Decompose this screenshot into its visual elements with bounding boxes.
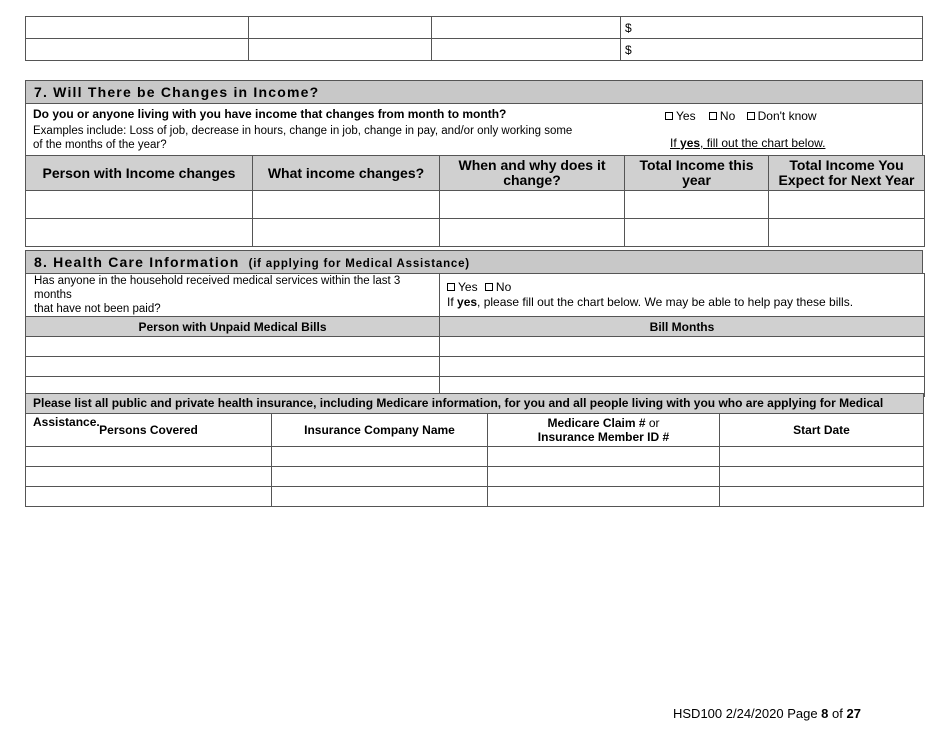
table-cell[interactable] [272,447,488,467]
section-7-title: 7. Will There be Changes in Income? [34,84,320,100]
col-persons-covered: Persons Covered [26,414,272,447]
table-row [26,337,925,357]
income-continuation-table [25,16,923,61]
table-cell[interactable] [26,487,272,507]
income-changes-table [25,155,925,247]
table-header-row [26,414,924,447]
option-label: Yes [676,109,696,123]
section-8-title: 8. Health Care Information [34,254,240,270]
table-cell[interactable] [26,357,440,377]
checkbox-icon [709,112,717,120]
table-cell[interactable] [440,337,925,357]
table-cell[interactable] [769,191,925,219]
col-bill-months: Bill Months [440,317,925,337]
table-cell[interactable] [26,191,253,219]
yes-checkbox[interactable] [447,280,478,295]
table-row [26,219,925,247]
table-row [26,274,925,317]
table-row [26,447,924,467]
section-8-title-suffix: (if applying for Medical Assistance) [248,258,470,270]
col-insurance-company: Insurance Company Name [272,414,488,447]
form-id: HSD100 2/24/2020 Page [673,706,822,721]
dollar-sign: $ [625,42,632,57]
page-total: 27 [846,706,861,721]
table-cell[interactable] [272,487,488,507]
table-cell[interactable] [249,39,432,61]
table-cell[interactable] [488,487,720,507]
table-row [26,191,925,219]
table-row [26,17,923,39]
table-cell[interactable] [769,219,925,247]
medical-services-answer [440,274,925,317]
table-cell[interactable] [720,447,924,467]
table-cell[interactable] [253,191,440,219]
table-cell[interactable] [720,467,924,487]
dollar-sign: $ [625,20,632,35]
medical-bills-question-table [25,273,925,397]
table-cell[interactable] [26,219,253,247]
table-cell[interactable] [26,447,272,467]
section-8-header [25,250,923,274]
table-cell[interactable] [249,17,432,39]
insurance-table [25,413,924,507]
checkbox-icon [485,283,493,291]
table-cell[interactable] [720,487,924,507]
table-cell[interactable] [272,467,488,487]
page-footer: HSD100 2/24/2020 Page 8 of 27 [673,706,861,721]
table-cell[interactable] [440,191,625,219]
table-cell[interactable] [488,467,720,487]
section-7-header [25,80,923,104]
table-header-row [26,156,925,191]
table-cell[interactable] [26,39,249,61]
table-cell[interactable] [432,39,621,61]
examples-line-2: of the months of the year? [33,139,167,151]
table-row [26,487,924,507]
medical-services-options [447,280,924,296]
option-label: Don't know [757,109,817,123]
dont-know-checkbox[interactable] [747,109,817,123]
col-person-income-changes: Person with Income changes [26,156,253,191]
examples-line-1: Examples include: Loss of job, decrease in hours, change in job, change in pay, and/or only working some [33,125,573,137]
insurance-instruction: Please list all public and private health insurance, including Medicare information, for you and all people living with you who are applying for Medical Assistance. [33,396,884,429]
table-cell[interactable] [440,357,925,377]
col-total-income-next-year: Total Income You Expect for Next Year [769,156,925,191]
option-label: Yes [458,279,478,294]
table-header-row [26,317,925,337]
table-cell[interactable] [488,447,720,467]
option-label: No [719,109,736,123]
no-checkbox[interactable] [709,109,735,123]
col-total-income-this-year: Total Income this year [625,156,769,191]
section-8-if-yes: If yes, please fill out the chart below. We may be able to help pay these bills. [447,295,854,310]
table-cell[interactable] [625,191,769,219]
table-row [26,357,925,377]
amount-cell[interactable] [621,17,923,39]
section-7-question: Do you or anyone living with you have income that changes from month to month? [33,107,507,121]
checkbox-icon [747,112,755,120]
table-cell[interactable] [26,467,272,487]
no-checkbox[interactable] [485,280,511,295]
income-change-options [665,109,817,123]
table-row [26,39,923,61]
table-cell[interactable] [432,17,621,39]
section-7-examples [33,124,572,152]
table-row [26,467,924,487]
checkbox-icon [665,112,673,120]
table-cell[interactable] [625,219,769,247]
table-cell[interactable] [26,17,249,39]
option-label: No [495,279,512,294]
insurance-instruction-bar [25,393,924,429]
table-cell[interactable] [253,219,440,247]
page-number: 8 [821,706,829,721]
table-cell[interactable] [26,337,440,357]
col-start-date: Start Date [720,414,924,447]
medical-services-question: Has anyone in the household received medical services within the last 3 months that have not been paid? [26,274,440,317]
section-7-if-yes: If yes, fill out the chart below. [670,136,826,150]
yes-checkbox[interactable] [665,109,696,123]
amount-cell[interactable] [621,39,923,61]
checkbox-icon [447,283,455,291]
section-7-question-box [25,103,923,155]
col-what-income-changes: What income changes? [253,156,440,191]
col-medicare-claim: Medicare Claim # or Insurance Member ID # [488,414,720,447]
col-when-why-change: When and why does it change? [440,156,625,191]
table-cell[interactable] [440,219,625,247]
col-person-unpaid-bills: Person with Unpaid Medical Bills [26,317,440,337]
